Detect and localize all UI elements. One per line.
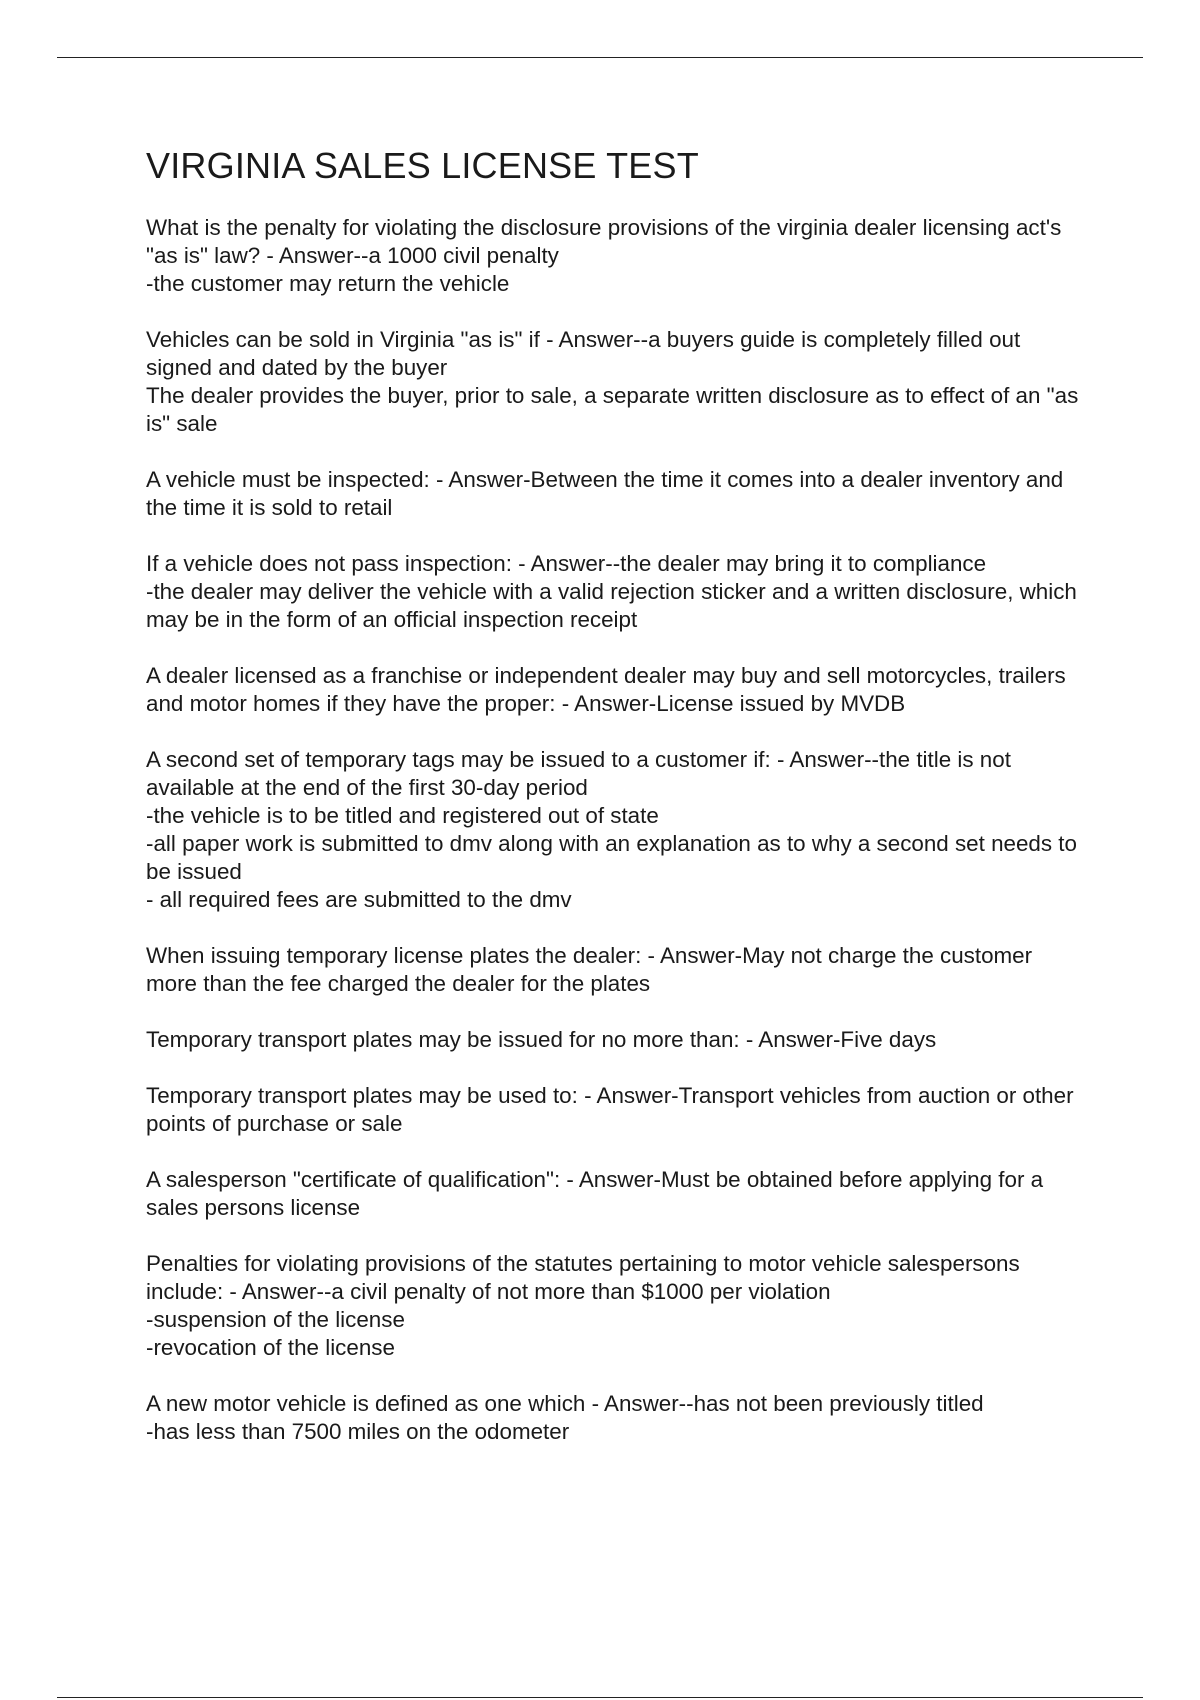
qa-question-line: Temporary transport plates may be used to: - Answer-Transport vehicles from auction or other points of purchase or sale (146, 1083, 1074, 1136)
qa-question-line: Temporary transport plates may be issued for no more than: - Answer-Five days (146, 1027, 937, 1052)
qa-answer-line: -all paper work is submitted to dmv along with an explanation as to why a second set needs to be issued (146, 831, 1077, 884)
qa-question-line: A salesperson "certificate of qualification": - Answer-Must be obtained before applying for a sales persons license (146, 1167, 1044, 1220)
qa-question-line: Penalties for violating provisions of the statutes pertaining to motor vehicle salespersons include: - Answer--a civil penalty of not more than $1000 per violation (146, 1251, 1020, 1304)
qa-item (146, 1026, 1086, 1054)
qa-question-line: If a vehicle does not pass inspection: - Answer--the dealer may bring it to compliance (146, 551, 987, 576)
document-title: VIRGINIA SALES LICENSE TEST (146, 145, 699, 186)
qa-question-line: What is the penalty for violating the disclosure provisions of the virginia dealer licensing act's "as is" law? - Answer--a 1000 civil penalty (146, 215, 1062, 268)
qa-answer-line: - all required fees are submitted to the dmv (146, 887, 572, 912)
qa-item (146, 1390, 1086, 1446)
qa-item (146, 550, 1086, 634)
qa-item (146, 214, 1086, 298)
qa-item (146, 1166, 1086, 1222)
qa-question-line: A vehicle must be inspected: - Answer-Between the time it comes into a dealer inventory and the time it is sold to retail (146, 467, 1064, 520)
qa-answer-line: The dealer provides the buyer, prior to sale, a separate written disclosure as to effect of an "as is" sale (146, 383, 1079, 436)
document-body (146, 140, 1086, 1474)
qa-item (146, 662, 1086, 718)
qa-answer-line: -suspension of the license (146, 1307, 405, 1332)
qa-answer-line: -the vehicle is to be titled and registered out of state (146, 803, 659, 828)
qa-question-line: Vehicles can be sold in Virginia "as is" if - Answer--a buyers guide is completely filled out signed and dated by the buyer (146, 327, 1021, 380)
qa-answer-line: -the dealer may deliver the vehicle with a valid rejection sticker and a written disclosure, which may be in the form of an official inspection receipt (146, 579, 1077, 632)
qa-question-line: When issuing temporary license plates the dealer: - Answer-May not charge the customer more than the fee charged the dealer for the plates (146, 943, 1033, 996)
top-divider (57, 57, 1143, 58)
qa-question-line: A second set of temporary tags may be issued to a customer if: - Answer--the title is not available at the end of the first 30-day period (146, 747, 1011, 800)
qa-item (146, 746, 1086, 914)
question-answer-list (146, 214, 1086, 1446)
qa-answer-line: -has less than 7500 miles on the odometer (146, 1419, 570, 1444)
qa-answer-line: -revocation of the license (146, 1335, 395, 1360)
qa-item (146, 1082, 1086, 1138)
qa-item (146, 326, 1086, 438)
qa-question-line: A new motor vehicle is defined as one which - Answer--has not been previously titled (146, 1391, 984, 1416)
qa-item (146, 942, 1086, 998)
bottom-divider (57, 1697, 1143, 1698)
qa-item (146, 1250, 1086, 1362)
qa-answer-line: -the customer may return the vehicle (146, 271, 510, 296)
qa-question-line: A dealer licensed as a franchise or independent dealer may buy and sell motorcycles, trailers and motor homes if they have the proper: - Answer-License issued by MVDB (146, 663, 1066, 716)
qa-item (146, 466, 1086, 522)
